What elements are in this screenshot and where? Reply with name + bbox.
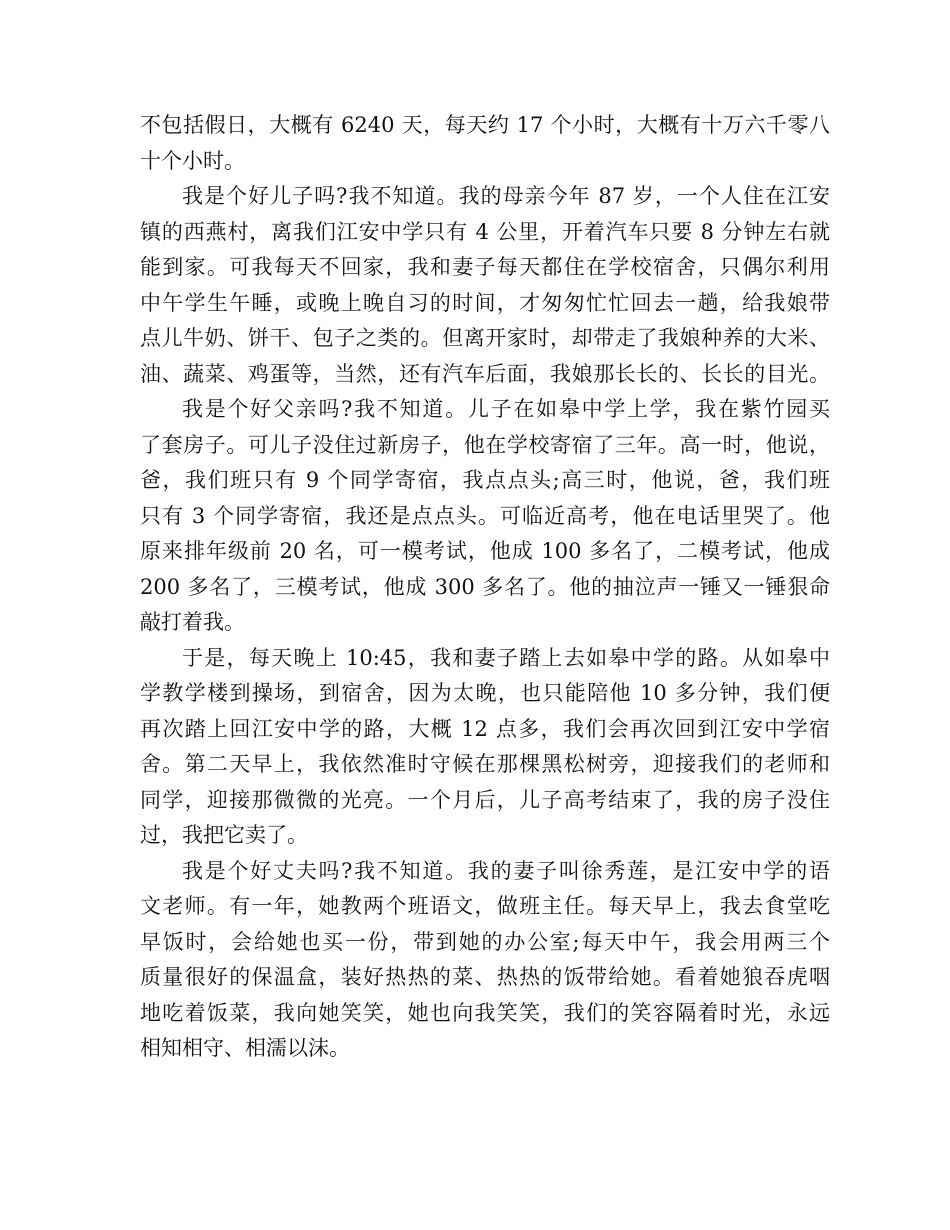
text-line: 点儿牛奶、饼干、包子之类的。但离开家时，却带走了我娘种养的大米、 [140,326,830,350]
text-line: 200 多名了，三模考试，他成 300 多名了。他的抽泣声一锤又一锤狠命 [140,574,830,599]
text-line: 我是个好父亲吗?我不知道。儿子在如皋中学上学，我在紫竹园买 [182,397,830,421]
text-line: 中午学生午睡，或晚上晚自习的时间，才匆匆忙忙回去一趟，给我娘带 [140,290,830,315]
text-line: 再次踏上回江安中学的路，大概 12 点多，我们会再次回到江安中学宿 [140,716,830,741]
text-line: 学教学楼到操场，到宿舍，因为太晚，也只能陪他 10 多分钟，我们便 [140,681,830,705]
text-line: 我是个好丈夫吗?我不知道。我的妻子叫徐秀莲，是江安中学的语 [182,858,830,883]
document-body [140,108,830,1067]
text-line: 舍。第二天早上，我依然准时守候在那棵黑松树旁，迎接我们的老师和 [140,752,830,776]
text-line: 我是个好儿子吗?我不知道。我的母亲今年 87 岁，一个人住在江安 [182,184,830,208]
text-line: 只有 3 个同学寄宿，我还是点点头。可临近高考，他在电话里哭了。他 [140,503,830,528]
text-line: 油、蔬菜、鸡蛋等，当然，还有汽车后面，我娘那长长的、长长的目光。 [140,361,830,386]
text-line: 相知相守、相濡以沫。 [140,1036,350,1060]
text-line: 十个小时。 [140,148,245,173]
text-line: 爸，我们班只有 9 个同学寄宿，我点点头;高三时，他说，爸，我们班 [140,468,830,492]
text-line: 地吃着饭菜，我向她笑笑，她也向我笑笑，我们的笑容隔着时光，永远 [140,1000,830,1025]
text-line: 质量很好的保温盒，装好热热的菜、热热的饭带给她。看着她狼吞虎咽 [140,965,830,989]
text-line: 过，我把它卖了。 [140,823,308,847]
text-line: 早饭时，会给她也买一份，带到她的办公室;每天中午，我会用两三个 [140,929,830,954]
text-line: 文老师。有一年，她教两个班语文，做班主任。每天早上，我去食堂吃 [140,894,830,918]
text-line: 了套房子。可儿子没住过新房子，他在学校寄宿了三年。高一时，他说， [140,432,830,457]
text-line: 不包括假日，大概有 6240 天，每天约 17 个小时，大概有十万六千零八 [140,113,830,137]
text-line: 敲打着我。 [140,610,245,634]
text-line: 镇的西燕村，离我们江安中学只有 4 公里，开着汽车只要 8 分钟左右就 [140,219,830,244]
text-line: 同学，迎接那微微的光亮。一个月后，儿子高考结束了，我的房子没住 [140,787,830,812]
text-line: 能到家。可我每天不回家，我和妻子每天都住在学校宿舍，只偶尔利用 [140,255,830,279]
text-line: 原来排年级前 20 名，可一模考试，他成 100 多名了，二模考试，他成 [140,539,830,563]
text-line: 于是，每天晚上 10:45，我和妻子踏上去如皋中学的路。从如皋中 [182,645,830,670]
